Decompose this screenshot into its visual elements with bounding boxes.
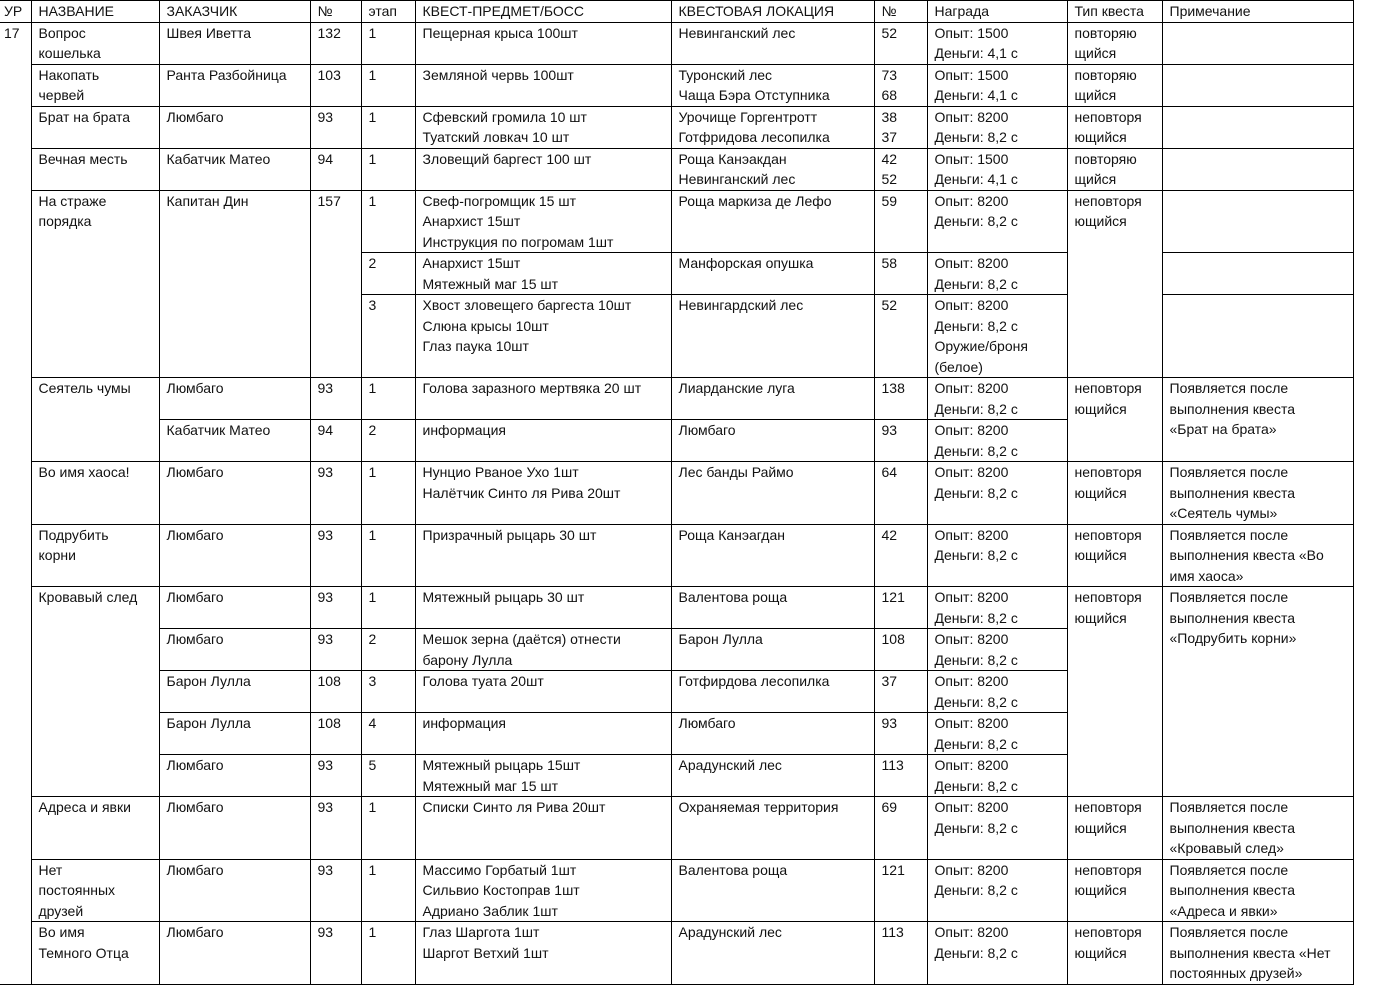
location-number-cell: 42 bbox=[874, 524, 927, 587]
client-number-cell: 93 bbox=[310, 378, 361, 420]
stage-cell: 1 bbox=[361, 462, 415, 525]
location-cell: Невингардский лес bbox=[671, 295, 874, 378]
location-cell: Арадунский лес bbox=[671, 922, 874, 985]
location-number-cell: 58 bbox=[874, 253, 927, 295]
stage-cell: 1 bbox=[361, 378, 415, 420]
client-number-cell: 94 bbox=[310, 420, 361, 462]
location-cell: Валентова роща bbox=[671, 859, 874, 922]
client-number-cell: 94 bbox=[310, 148, 361, 190]
location-cell: Арадунский лес bbox=[671, 755, 874, 797]
location-cell: Лес банды Раймо bbox=[671, 462, 874, 525]
reward-cell: Опыт: 8200 Деньги: 8,2 с bbox=[927, 420, 1067, 462]
reward-cell: Опыт: 1500 Деньги: 4,1 с bbox=[927, 22, 1067, 64]
quest-name: Нет постоянных друзей bbox=[31, 859, 159, 922]
reward-cell: Опыт: 1500 Деньги: 4,1 с bbox=[927, 148, 1067, 190]
reward-cell: Опыт: 8200 Деньги: 8,2 с bbox=[927, 524, 1067, 587]
header-location: КВЕСТОВАЯ ЛОКАЦИЯ bbox=[671, 1, 874, 23]
note-cell: Появляется после выполнения квеста «Подрубить корни» bbox=[1162, 587, 1353, 797]
reward-cell: Опыт: 8200 Деньги: 8,2 с bbox=[927, 253, 1067, 295]
reward-cell: Опыт: 8200 Деньги: 8,2 с Оружие/броня (белое) bbox=[927, 295, 1067, 378]
header-row bbox=[0, 1, 1353, 23]
header-location-number: № bbox=[874, 1, 927, 23]
type-cell: неповторя ющийся bbox=[1067, 797, 1162, 860]
location-number-cell: 64 bbox=[874, 462, 927, 525]
client-cell: Кабатчик Матео bbox=[159, 148, 310, 190]
location-cell: Невинганский лес bbox=[671, 22, 874, 64]
quest-name: Сеятель чумы bbox=[31, 378, 159, 462]
quest-name: Адреса и явки bbox=[31, 797, 159, 860]
target-cell: Пещерная крыса 100шт bbox=[415, 22, 671, 64]
client-number-cell: 108 bbox=[310, 671, 361, 713]
client-cell: Люмбаго bbox=[159, 106, 310, 148]
header-type: Тип квеста bbox=[1067, 1, 1162, 23]
location-cell: Люмбаго bbox=[671, 713, 874, 755]
table-row bbox=[0, 587, 1353, 629]
client-number-cell: 103 bbox=[310, 64, 361, 106]
note-cell bbox=[1162, 295, 1353, 378]
client-number-cell: 93 bbox=[310, 587, 361, 629]
stage-cell: 1 bbox=[361, 22, 415, 64]
quest-name: Во имя хаоса! bbox=[31, 462, 159, 525]
reward-cell: Опыт: 8200 Деньги: 8,2 с bbox=[927, 462, 1067, 525]
quest-name: Вечная месть bbox=[31, 148, 159, 190]
client-cell: Барон Лулла bbox=[159, 671, 310, 713]
stage-cell: 4 bbox=[361, 713, 415, 755]
table-row bbox=[0, 378, 1353, 420]
location-cell: Роща Канэакдан Невинганский лес bbox=[671, 148, 874, 190]
type-cell: неповторя ющийся bbox=[1067, 922, 1162, 985]
client-number-cell: 93 bbox=[310, 922, 361, 985]
target-cell: Списки Синто ля Рива 20шт bbox=[415, 797, 671, 860]
table-row bbox=[0, 524, 1353, 587]
table-row bbox=[0, 148, 1353, 190]
stage-cell: 2 bbox=[361, 420, 415, 462]
table-row bbox=[0, 922, 1353, 985]
type-cell: неповторя ющийся bbox=[1067, 378, 1162, 462]
stage-cell: 1 bbox=[361, 190, 415, 253]
table-row bbox=[0, 797, 1353, 860]
note-cell bbox=[1162, 106, 1353, 148]
type-cell: неповторя ющийся bbox=[1067, 587, 1162, 797]
client-number-cell: 93 bbox=[310, 755, 361, 797]
stage-cell: 5 bbox=[361, 755, 415, 797]
client-number-cell: 108 bbox=[310, 713, 361, 755]
client-number-cell: 132 bbox=[310, 22, 361, 64]
type-cell: повторяю щийся bbox=[1067, 64, 1162, 106]
client-cell: Люмбаго bbox=[159, 922, 310, 985]
location-number-cell: 113 bbox=[874, 755, 927, 797]
quest-name: Вопрос кошелька bbox=[31, 22, 159, 64]
client-cell: Люмбаго bbox=[159, 524, 310, 587]
table-row bbox=[0, 106, 1353, 148]
location-cell: Туронский лес Чаща Бэра Отступника bbox=[671, 64, 874, 106]
level-cell: 17 bbox=[0, 22, 31, 984]
reward-cell: Опыт: 8200 Деньги: 8,2 с bbox=[927, 671, 1067, 713]
client-number-cell: 93 bbox=[310, 106, 361, 148]
client-cell: Кабатчик Матео bbox=[159, 420, 310, 462]
quest-name: Подрубить корни bbox=[31, 524, 159, 587]
note-cell bbox=[1162, 64, 1353, 106]
quest-name: Накопать червей bbox=[31, 64, 159, 106]
location-cell: Валентова роща bbox=[671, 587, 874, 629]
location-number-cell: 42 52 bbox=[874, 148, 927, 190]
note-cell bbox=[1162, 148, 1353, 190]
target-cell: Мятежный рыцарь 15шт Мятежный маг 15 шт bbox=[415, 755, 671, 797]
target-cell: Призрачный рыцарь 30 шт bbox=[415, 524, 671, 587]
client-cell: Швея Иветта bbox=[159, 22, 310, 64]
note-cell: Появляется после выполнения квеста «Адреса и явки» bbox=[1162, 859, 1353, 922]
target-cell: информация bbox=[415, 713, 671, 755]
location-number-cell: 121 bbox=[874, 587, 927, 629]
type-cell: неповторя ющийся bbox=[1067, 462, 1162, 525]
location-number-cell: 52 bbox=[874, 22, 927, 64]
location-number-cell: 108 bbox=[874, 629, 927, 671]
target-cell: Земляной червь 100шт bbox=[415, 64, 671, 106]
stage-cell: 1 bbox=[361, 587, 415, 629]
client-cell: Барон Лулла bbox=[159, 713, 310, 755]
header-client-number: № bbox=[310, 1, 361, 23]
target-cell: Мятежный рыцарь 30 шт bbox=[415, 587, 671, 629]
header-client: ЗАКАЗЧИК bbox=[159, 1, 310, 23]
location-number-cell: 93 bbox=[874, 420, 927, 462]
type-cell: неповторя ющийся bbox=[1067, 190, 1162, 378]
client-cell: Люмбаго bbox=[159, 859, 310, 922]
client-number-cell: 93 bbox=[310, 797, 361, 860]
type-cell: неповторя ющийся bbox=[1067, 524, 1162, 587]
stage-cell: 1 bbox=[361, 106, 415, 148]
client-number-cell: 93 bbox=[310, 859, 361, 922]
client-number-cell: 93 bbox=[310, 629, 361, 671]
client-number-cell: 93 bbox=[310, 462, 361, 525]
type-cell: неповторя ющийся bbox=[1067, 106, 1162, 148]
reward-cell: Опыт: 8200 Деньги: 8,2 с bbox=[927, 629, 1067, 671]
target-cell: Анархист 15шт Мятежный маг 15 шт bbox=[415, 253, 671, 295]
target-cell: Голова туата 20шт bbox=[415, 671, 671, 713]
type-cell: неповторя ющийся bbox=[1067, 859, 1162, 922]
stage-cell: 1 bbox=[361, 524, 415, 587]
client-cell: Люмбаго bbox=[159, 378, 310, 420]
type-cell: повторяю щийся bbox=[1067, 22, 1162, 64]
header-stage: этап bbox=[361, 1, 415, 23]
reward-cell: Опыт: 8200 Деньги: 8,2 с bbox=[927, 922, 1067, 985]
header-note: Примечание bbox=[1162, 1, 1353, 23]
client-cell: Капитан Дин bbox=[159, 190, 310, 378]
location-number-cell: 138 bbox=[874, 378, 927, 420]
location-cell: Лиарданские луга bbox=[671, 378, 874, 420]
location-number-cell: 52 bbox=[874, 295, 927, 378]
location-number-cell: 73 68 bbox=[874, 64, 927, 106]
target-cell: Глаз Шаргота 1шт Шаргот Ветхий 1шт bbox=[415, 922, 671, 985]
table-row bbox=[0, 190, 1353, 253]
target-cell: Нунцио Рваное Ухо 1шт Налётчик Синто ля Рива 20шт bbox=[415, 462, 671, 525]
quest-name: Брат на брата bbox=[31, 106, 159, 148]
note-cell bbox=[1162, 22, 1353, 64]
location-number-cell: 113 bbox=[874, 922, 927, 985]
target-cell: Голова заразного мертвяка 20 шт bbox=[415, 378, 671, 420]
reward-cell: Опыт: 8200 Деньги: 8,2 с bbox=[927, 755, 1067, 797]
type-cell: повторяю щийся bbox=[1067, 148, 1162, 190]
header-target: КВЕСТ-ПРЕДМЕТ/БОСС bbox=[415, 1, 671, 23]
client-cell: Люмбаго bbox=[159, 587, 310, 629]
reward-cell: Опыт: 1500 Деньги: 4,1 с bbox=[927, 64, 1067, 106]
client-cell: Люмбаго bbox=[159, 755, 310, 797]
note-cell: Появляется после выполнения квеста «Кровавый след» bbox=[1162, 797, 1353, 860]
note-cell: Появляется после выполнения квеста «Во имя хаоса» bbox=[1162, 524, 1353, 587]
stage-cell: 2 bbox=[361, 253, 415, 295]
location-number-cell: 59 bbox=[874, 190, 927, 253]
location-cell: Роща маркиза де Лефо bbox=[671, 190, 874, 253]
note-cell bbox=[1162, 253, 1353, 295]
reward-cell: Опыт: 8200 Деньги: 8,2 с bbox=[927, 106, 1067, 148]
stage-cell: 1 bbox=[361, 859, 415, 922]
quest-name: Во имя Темного Отца bbox=[31, 922, 159, 985]
location-number-cell: 93 bbox=[874, 713, 927, 755]
stage-cell: 1 bbox=[361, 797, 415, 860]
header-level: УР bbox=[0, 1, 31, 23]
location-cell: Роща Канэагдан bbox=[671, 524, 874, 587]
table-row bbox=[0, 64, 1353, 106]
target-cell: Зловещий баргест 100 шт bbox=[415, 148, 671, 190]
table-row bbox=[0, 462, 1353, 525]
table-row bbox=[0, 859, 1353, 922]
client-cell: Люмбаго bbox=[159, 462, 310, 525]
quest-name: Кровавый след bbox=[31, 587, 159, 797]
target-cell: Хвост зловещего баргеста 10шт Слюна крысы 10шт Глаз паука 10шт bbox=[415, 295, 671, 378]
client-cell: Люмбаго bbox=[159, 797, 310, 860]
header-reward: Награда bbox=[927, 1, 1067, 23]
quest-name: На страже порядка bbox=[31, 190, 159, 378]
location-cell: Урочище Горгентротт Готфридова лесопилка bbox=[671, 106, 874, 148]
header-name: НАЗВАНИЕ bbox=[31, 1, 159, 23]
target-cell: Мешок зерна (даётся) отнести барону Лулла bbox=[415, 629, 671, 671]
target-cell: Сфевский громила 10 шт Туатский ловкач 10 шт bbox=[415, 106, 671, 148]
reward-cell: Опыт: 8200 Деньги: 8,2 с bbox=[927, 378, 1067, 420]
location-cell: Готфирдова лесопилка bbox=[671, 671, 874, 713]
stage-cell: 3 bbox=[361, 295, 415, 378]
target-cell: информация bbox=[415, 420, 671, 462]
reward-cell: Опыт: 8200 Деньги: 8,2 с bbox=[927, 190, 1067, 253]
location-cell: Люмбаго bbox=[671, 420, 874, 462]
reward-cell: Опыт: 8200 Деньги: 8,2 с bbox=[927, 859, 1067, 922]
location-cell: Барон Лулла bbox=[671, 629, 874, 671]
location-number-cell: 69 bbox=[874, 797, 927, 860]
client-number-cell: 157 bbox=[310, 190, 361, 378]
target-cell: Массимо Горбатый 1шт Сильвио Костоправ 1шт Адриано Заблик 1шт bbox=[415, 859, 671, 922]
reward-cell: Опыт: 8200 Деньги: 8,2 с bbox=[927, 587, 1067, 629]
client-cell: Люмбаго bbox=[159, 629, 310, 671]
location-cell: Охраняемая территория bbox=[671, 797, 874, 860]
stage-cell: 2 bbox=[361, 629, 415, 671]
note-cell bbox=[1162, 190, 1353, 253]
stage-cell: 1 bbox=[361, 922, 415, 985]
table-row bbox=[0, 22, 1353, 64]
target-cell: Свеф-погромщик 15 шт Анархист 15шт Инструкция по погромам 1шт bbox=[415, 190, 671, 253]
location-number-cell: 37 bbox=[874, 671, 927, 713]
stage-cell: 1 bbox=[361, 64, 415, 106]
reward-cell: Опыт: 8200 Деньги: 8,2 с bbox=[927, 713, 1067, 755]
client-number-cell: 93 bbox=[310, 524, 361, 587]
location-number-cell: 121 bbox=[874, 859, 927, 922]
location-cell: Манфорская опушка bbox=[671, 253, 874, 295]
stage-cell: 3 bbox=[361, 671, 415, 713]
reward-cell: Опыт: 8200 Деньги: 8,2 с bbox=[927, 797, 1067, 860]
note-cell: Появляется после выполнения квеста «Брат на брата» bbox=[1162, 378, 1353, 462]
stage-cell: 1 bbox=[361, 148, 415, 190]
note-cell: Появляется после выполнения квеста «Сеятель чумы» bbox=[1162, 462, 1353, 525]
note-cell: Появляется после выполнения квеста «Нет постоянных друзей» bbox=[1162, 922, 1353, 985]
client-cell: Ранта Разбойница bbox=[159, 64, 310, 106]
location-number-cell: 38 37 bbox=[874, 106, 927, 148]
